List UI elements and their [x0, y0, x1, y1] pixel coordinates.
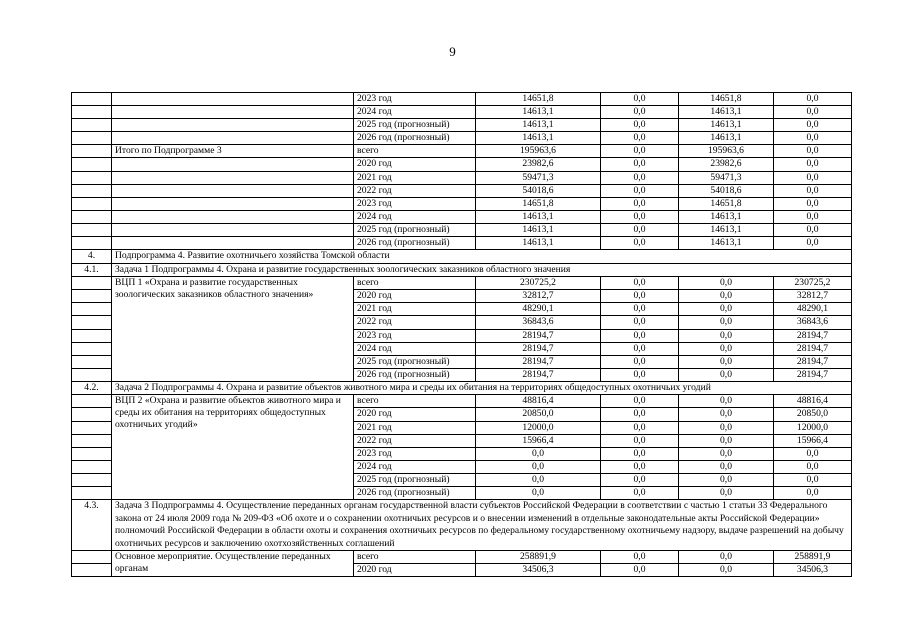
value-total: 34506,3 [476, 564, 601, 577]
row-index [72, 184, 112, 197]
value-total: 32812,7 [476, 290, 601, 303]
row-name [112, 237, 354, 250]
value-federal: 0,0 [601, 197, 679, 210]
value-other: 0,0 [774, 93, 852, 106]
value-other: 20850,0 [774, 408, 852, 421]
row-index [72, 290, 112, 303]
value-regional: 0,0 [679, 342, 774, 355]
value-federal: 0,0 [601, 119, 679, 132]
period-cell: всего [354, 277, 476, 290]
value-other: 0,0 [774, 210, 852, 223]
value-federal: 0,0 [601, 145, 679, 158]
value-other: 28194,7 [774, 342, 852, 355]
value-regional: 0,0 [679, 408, 774, 421]
value-other: 28194,7 [774, 368, 852, 381]
period-cell: всего [354, 551, 476, 564]
row-index [72, 158, 112, 171]
value-other: 36843,6 [774, 316, 852, 329]
value-federal: 0,0 [601, 303, 679, 316]
value-total: 258891,9 [476, 551, 601, 564]
row-index: 4.2. [72, 381, 112, 395]
value-federal: 0,0 [601, 551, 679, 564]
value-regional: 14613,1 [679, 119, 774, 132]
value-total: 12000,0 [476, 421, 601, 434]
section-title: Задача 2 Подпрограммы 4. Охрана и развитие объектов животного мира и среды их обитания на территориях общедоступных охотничьих угодий [112, 381, 852, 395]
value-other: 0,0 [774, 106, 852, 119]
section-title: Подпрограмма 4. Развитие охотничьего хозяйства Томской области [112, 250, 852, 264]
value-total: 195963,6 [476, 145, 601, 158]
value-other: 0,0 [774, 487, 852, 500]
value-other: 0,0 [774, 473, 852, 486]
value-total: 14651,8 [476, 197, 601, 210]
value-federal: 0,0 [601, 564, 679, 577]
value-regional: 0,0 [679, 277, 774, 290]
row-name [112, 106, 354, 119]
row-name [112, 197, 354, 210]
table-row [72, 184, 852, 197]
value-other: 0,0 [774, 145, 852, 158]
value-total: 15966,4 [476, 434, 601, 447]
value-other: 0,0 [774, 119, 852, 132]
value-total: 14613,1 [476, 132, 601, 145]
value-regional: 0,0 [679, 329, 774, 342]
value-other: 0,0 [774, 184, 852, 197]
period-cell: 2026 год (прогнозный) [354, 237, 476, 250]
section-header-row [72, 250, 852, 264]
table-row [72, 395, 852, 408]
row-name [112, 119, 354, 132]
row-index [72, 395, 112, 408]
table-row [72, 132, 852, 145]
row-index: 4.1. [72, 263, 112, 277]
value-total: 36843,6 [476, 316, 601, 329]
table-row [72, 551, 852, 564]
value-federal: 0,0 [601, 132, 679, 145]
row-index [72, 551, 112, 564]
table-row [72, 93, 852, 106]
period-cell: 2021 год [354, 171, 476, 184]
value-other: 48816,4 [774, 395, 852, 408]
period-cell: 2021 год [354, 421, 476, 434]
value-total: 14613,1 [476, 223, 601, 236]
period-cell: 2023 год [354, 447, 476, 460]
table-row [72, 210, 852, 223]
value-federal: 0,0 [601, 277, 679, 290]
value-federal: 0,0 [601, 223, 679, 236]
value-federal: 0,0 [601, 171, 679, 184]
value-regional: 0,0 [679, 447, 774, 460]
period-cell: 2023 год [354, 93, 476, 106]
period-cell: 2020 год [354, 564, 476, 577]
value-federal: 0,0 [601, 473, 679, 486]
table-row [72, 171, 852, 184]
value-other: 230725,2 [774, 277, 852, 290]
value-federal: 0,0 [601, 487, 679, 500]
value-other: 0,0 [774, 460, 852, 473]
value-regional: 14613,1 [679, 223, 774, 236]
value-other: 0,0 [774, 197, 852, 210]
value-regional: 0,0 [679, 303, 774, 316]
period-cell: 2024 год [354, 210, 476, 223]
row-name [112, 223, 354, 236]
period-cell: 2024 год [354, 106, 476, 119]
value-federal: 0,0 [601, 395, 679, 408]
row-index [72, 355, 112, 368]
value-regional: 0,0 [679, 421, 774, 434]
row-index [72, 277, 112, 290]
value-total: 14651,8 [476, 93, 601, 106]
period-cell: 2021 год [354, 303, 476, 316]
row-index [72, 460, 112, 473]
row-name [112, 93, 354, 106]
period-cell: 2025 год (прогнозный) [354, 473, 476, 486]
value-total: 14613,1 [476, 119, 601, 132]
section-header-row [72, 263, 852, 277]
row-name [112, 210, 354, 223]
value-other: 12000,0 [774, 421, 852, 434]
value-regional: 14651,8 [679, 197, 774, 210]
row-name: ВЦП 2 «Охрана и развитие объектов животного мира и среды их обитания на территориях общедоступных охотничьих угодий» [112, 395, 354, 500]
value-regional: 0,0 [679, 395, 774, 408]
period-cell: 2022 год [354, 184, 476, 197]
row-index [72, 316, 112, 329]
table-row [72, 197, 852, 210]
budget-table [71, 92, 852, 577]
value-other: 28194,7 [774, 355, 852, 368]
value-regional: 0,0 [679, 473, 774, 486]
value-federal: 0,0 [601, 184, 679, 197]
section-title: Задача 1 Подпрограммы 4. Охрана и развитие государственных зоологических заказников областного значения [112, 263, 852, 277]
value-regional: 0,0 [679, 290, 774, 303]
value-regional: 0,0 [679, 316, 774, 329]
value-other: 34506,3 [774, 564, 852, 577]
value-total: 23982,6 [476, 158, 601, 171]
value-other: 0,0 [774, 223, 852, 236]
row-name: Итого по Подпрограмме 3 [112, 145, 354, 158]
value-regional: 0,0 [679, 355, 774, 368]
row-index [72, 223, 112, 236]
value-other: 32812,7 [774, 290, 852, 303]
table-row [72, 277, 852, 290]
value-total: 14613,1 [476, 237, 601, 250]
row-name [112, 132, 354, 145]
value-other: 0,0 [774, 237, 852, 250]
value-total: 54018,6 [476, 184, 601, 197]
period-cell: 2025 год (прогнозный) [354, 223, 476, 236]
value-total: 48290,1 [476, 303, 601, 316]
value-other: 0,0 [774, 447, 852, 460]
value-federal: 0,0 [601, 447, 679, 460]
value-total: 28194,7 [476, 368, 601, 381]
value-federal: 0,0 [601, 460, 679, 473]
row-index [72, 421, 112, 434]
row-name: ВЦП 1 «Охрана и развитие государственных зоологических заказников областного значения» [112, 277, 354, 382]
table-row [72, 237, 852, 250]
value-federal: 0,0 [601, 434, 679, 447]
row-index [72, 342, 112, 355]
value-other: 15966,4 [774, 434, 852, 447]
section-title: Задача 3 Подпрограммы 4. Осуществление переданных органам государственной власти субъектов Российской Федерации в соответствии с частью 1 статьи 33 Федерального закона от 24 июля 2009 года № 209-ФЗ «Об охоте и о сохранении охотничьих ресурсов и о внесении изменений в отдельные законодательные акты Российской Федерации» полномочий Российской Федерации в области охоты и сохранения охотничьих ресурсов по федеральному государственному охотничьему надзору, выдаче разрешений на добычу охотничьих ресурсов и заключению охотхозяйственных соглашений [112, 500, 852, 551]
row-index [72, 303, 112, 316]
value-other: 0,0 [774, 158, 852, 171]
value-total: 59471,3 [476, 171, 601, 184]
value-other: 0,0 [774, 171, 852, 184]
value-federal: 0,0 [601, 106, 679, 119]
table-row [72, 158, 852, 171]
period-cell: 2022 год [354, 434, 476, 447]
value-regional: 14613,1 [679, 132, 774, 145]
period-cell: всего [354, 145, 476, 158]
value-total: 0,0 [476, 473, 601, 486]
value-federal: 0,0 [601, 93, 679, 106]
value-other: 28194,7 [774, 329, 852, 342]
row-index [72, 408, 112, 421]
period-cell: 2025 год (прогнозный) [354, 119, 476, 132]
row-index [72, 237, 112, 250]
value-regional: 54018,6 [679, 184, 774, 197]
section-header-row [72, 500, 852, 551]
value-total: 48816,4 [476, 395, 601, 408]
value-federal: 0,0 [601, 158, 679, 171]
value-regional: 0,0 [679, 487, 774, 500]
value-regional: 14613,1 [679, 210, 774, 223]
value-federal: 0,0 [601, 290, 679, 303]
page-number: 9 [449, 44, 456, 59]
row-index [72, 447, 112, 460]
period-cell: 2020 год [354, 290, 476, 303]
value-federal: 0,0 [601, 329, 679, 342]
value-other: 0,0 [774, 132, 852, 145]
row-index [72, 171, 112, 184]
row-index [72, 487, 112, 500]
value-total: 0,0 [476, 447, 601, 460]
value-regional: 0,0 [679, 551, 774, 564]
value-total: 14613,1 [476, 210, 601, 223]
period-cell: 2020 год [354, 408, 476, 421]
value-total: 0,0 [476, 460, 601, 473]
row-index [72, 210, 112, 223]
table-row [72, 145, 852, 158]
value-regional: 0,0 [679, 368, 774, 381]
row-index [72, 106, 112, 119]
value-total: 230725,2 [476, 277, 601, 290]
period-cell: 2020 год [354, 158, 476, 171]
period-cell: 2022 год [354, 316, 476, 329]
table-row [72, 223, 852, 236]
value-total: 0,0 [476, 487, 601, 500]
period-cell: 2025 год (прогнозный) [354, 355, 476, 368]
period-cell: 2024 год [354, 342, 476, 355]
section-header-row [72, 381, 852, 395]
value-total: 20850,0 [476, 408, 601, 421]
period-cell: 2023 год [354, 197, 476, 210]
value-total: 28194,7 [476, 355, 601, 368]
table-row [72, 119, 852, 132]
row-index [72, 132, 112, 145]
row-name [112, 158, 354, 171]
value-regional: 0,0 [679, 564, 774, 577]
row-index [72, 145, 112, 158]
row-index [72, 434, 112, 447]
value-regional: 0,0 [679, 460, 774, 473]
period-cell: 2026 год (прогнозный) [354, 132, 476, 145]
table-body [72, 93, 852, 577]
value-federal: 0,0 [601, 210, 679, 223]
value-federal: 0,0 [601, 342, 679, 355]
value-regional: 23982,6 [679, 158, 774, 171]
value-regional: 59471,3 [679, 171, 774, 184]
value-regional: 14651,8 [679, 93, 774, 106]
value-regional: 14613,1 [679, 106, 774, 119]
period-cell: 2026 год (прогнозный) [354, 368, 476, 381]
period-cell: 2023 год [354, 329, 476, 342]
value-total: 28194,7 [476, 342, 601, 355]
row-index [72, 473, 112, 486]
period-cell: 2026 год (прогнозный) [354, 487, 476, 500]
period-cell: всего [354, 395, 476, 408]
row-index [72, 329, 112, 342]
value-federal: 0,0 [601, 421, 679, 434]
row-index [72, 119, 112, 132]
row-index [72, 197, 112, 210]
row-index: 4. [72, 250, 112, 264]
row-name: Основное мероприятие. Осуществление переданных органам [112, 551, 354, 577]
value-federal: 0,0 [601, 316, 679, 329]
period-cell: 2024 год [354, 460, 476, 473]
row-index [72, 93, 112, 106]
value-federal: 0,0 [601, 237, 679, 250]
value-total: 28194,7 [476, 329, 601, 342]
value-federal: 0,0 [601, 355, 679, 368]
value-total: 14613,1 [476, 106, 601, 119]
value-regional: 14613,1 [679, 237, 774, 250]
row-index: 4.3. [72, 500, 112, 551]
value-federal: 0,0 [601, 408, 679, 421]
table-row [72, 106, 852, 119]
value-other: 258891,9 [774, 551, 852, 564]
row-name [112, 184, 354, 197]
row-index [72, 564, 112, 577]
value-regional: 0,0 [679, 434, 774, 447]
row-index [72, 368, 112, 381]
value-regional: 195963,6 [679, 145, 774, 158]
value-other: 48290,1 [774, 303, 852, 316]
row-name [112, 171, 354, 184]
value-federal: 0,0 [601, 368, 679, 381]
